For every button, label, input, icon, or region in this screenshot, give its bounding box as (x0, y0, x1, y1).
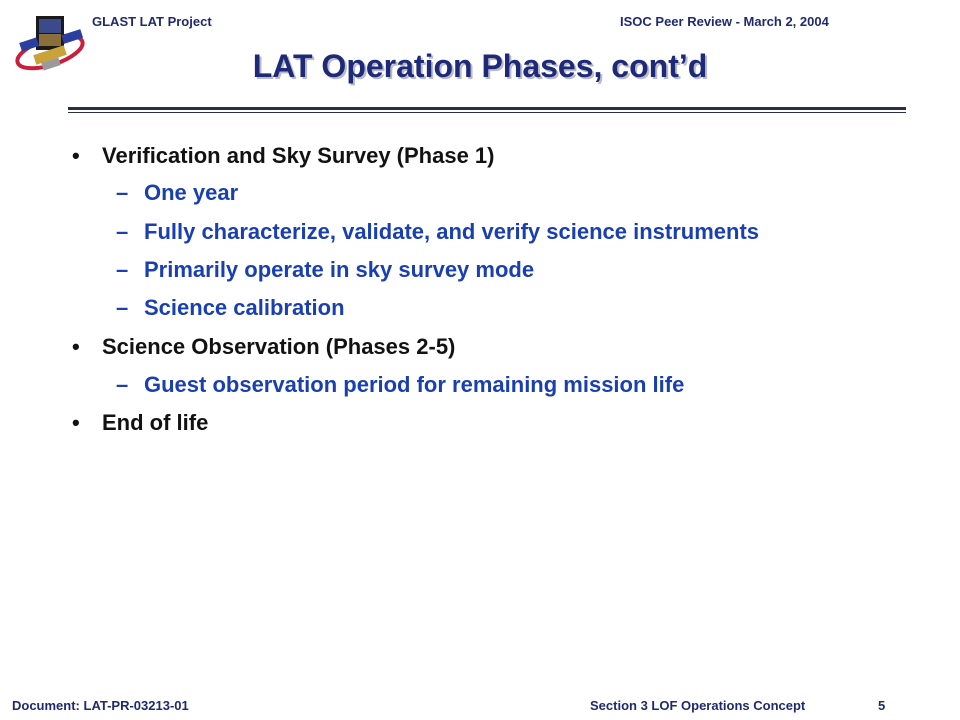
subitem (116, 180, 238, 206)
bullet-item (72, 334, 455, 360)
subitem (116, 219, 759, 245)
subitem (116, 257, 534, 283)
subitem-text: Fully characterize, validate, and verify science instruments (144, 219, 760, 244)
subitem-text: One year (144, 180, 239, 205)
bullet-text: Verification and Sky Survey (Phase 1) (102, 143, 495, 168)
bullet-text: End of life (102, 410, 209, 435)
dash-marker: – (116, 372, 129, 397)
bullet-marker: • (72, 410, 80, 435)
header-project-name: GLAST LAT Project (92, 14, 212, 29)
subitem-text: Guest observation period for remaining mission life (144, 372, 685, 397)
header-review-date: ISOC Peer Review - March 2, 2004 (620, 14, 829, 29)
footer-section: Section 3 LOF Operations Concept (590, 698, 806, 713)
slide-title: LAT Operation Phases, cont’d (252, 48, 708, 84)
subitem (116, 295, 345, 321)
bullet-item (72, 410, 208, 436)
title-rule-thick (68, 107, 906, 110)
subitem-text: Science calibration (144, 295, 345, 320)
footer-document-id: Document: LAT-PR-03213-01 (12, 698, 189, 713)
footer-page-number: 5 (878, 698, 886, 713)
dash-marker: – (116, 180, 129, 205)
dash-marker: – (116, 219, 129, 244)
dash-marker: – (116, 295, 129, 320)
bullet-item (72, 143, 495, 169)
bullet-text: Science Observation (Phases 2-5) (102, 334, 456, 359)
bullet-marker: • (72, 334, 80, 359)
subitem (116, 372, 684, 398)
bullet-marker: • (72, 143, 80, 168)
dash-marker: – (116, 257, 129, 282)
subitem-text: Primarily operate in sky survey mode (144, 257, 535, 282)
title-rule-thin (68, 112, 906, 113)
